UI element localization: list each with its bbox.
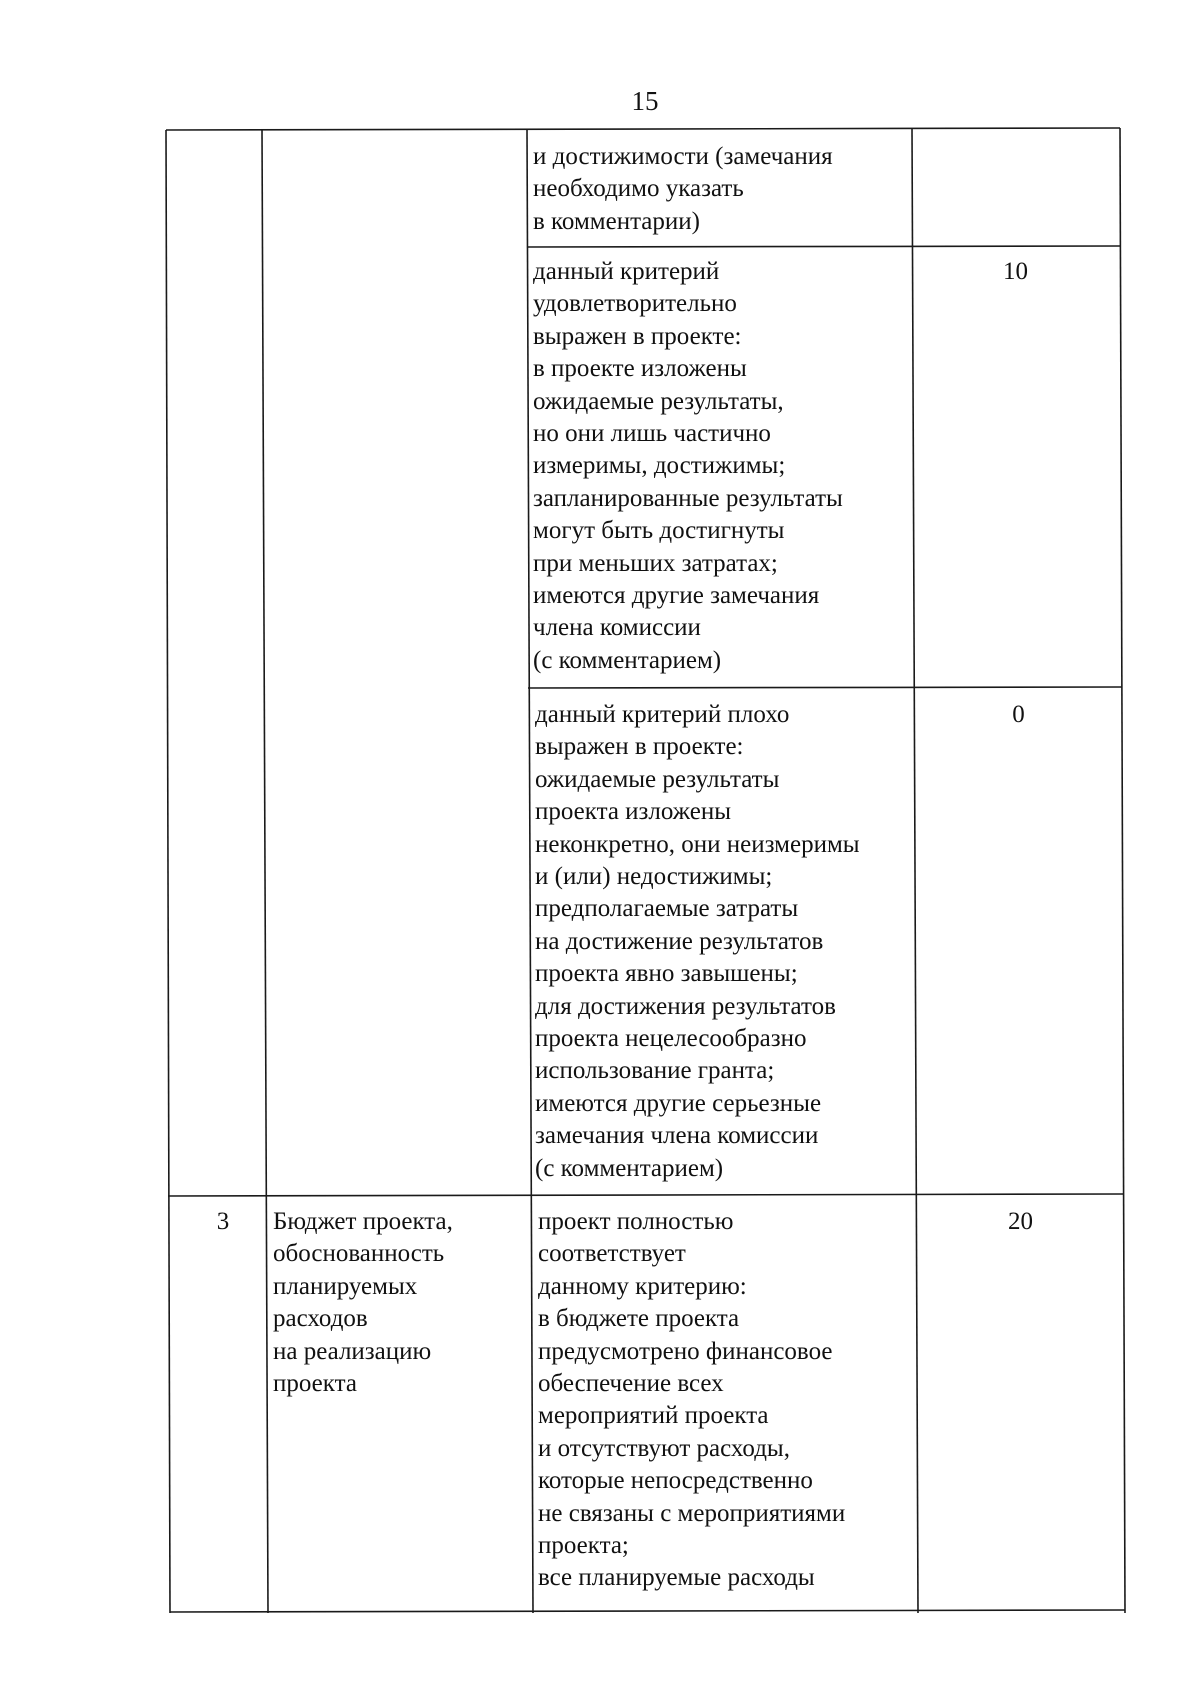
score-value: 20: [1008, 1208, 1033, 1235]
row-number: 3: [216, 1208, 230, 1235]
criterion-description: и достижимости (замечания необходимо указать в комментарии): [533, 143, 833, 235]
criterion-description: данный критерий удовлетворительно выражен в проекте: в проекте изложены ожидаемые результаты, но они лишь частично измеримы, достижимы; запланированные результаты могут быть достигнуты при меньших затратах; имеются другие замечания члена комиссии (с комментарием): [533, 258, 843, 674]
page-number: 15: [631, 86, 659, 116]
score-value: 10: [1003, 258, 1028, 285]
criterion-description: проект полностью соответствует данному критерию: в бюджете проекта предусмотрено финансовое обеспечение всех мероприятий проекта и отсутствуют расходы, которые непосредственно не связаны с мероприятиями проекта; все планируемые расходы: [538, 1208, 846, 1592]
score-value: 0: [1012, 701, 1025, 728]
criterion-name: Бюджет проекта, обоснованность планируемых расходов на реализацию проекта: [273, 1208, 453, 1398]
criterion-description: данный критерий плохо выражен в проекте: ожидаемые результаты проекта изложены неконкретно, они неизмеримы и (или) недостижимы; предполагаемые затраты на достижение результатов проекта явно завышены; для достижения результатов проекта нецелесообразно использование гранта; имеются другие серьезные замечания члена комиссии (с комментарием): [535, 701, 860, 1182]
